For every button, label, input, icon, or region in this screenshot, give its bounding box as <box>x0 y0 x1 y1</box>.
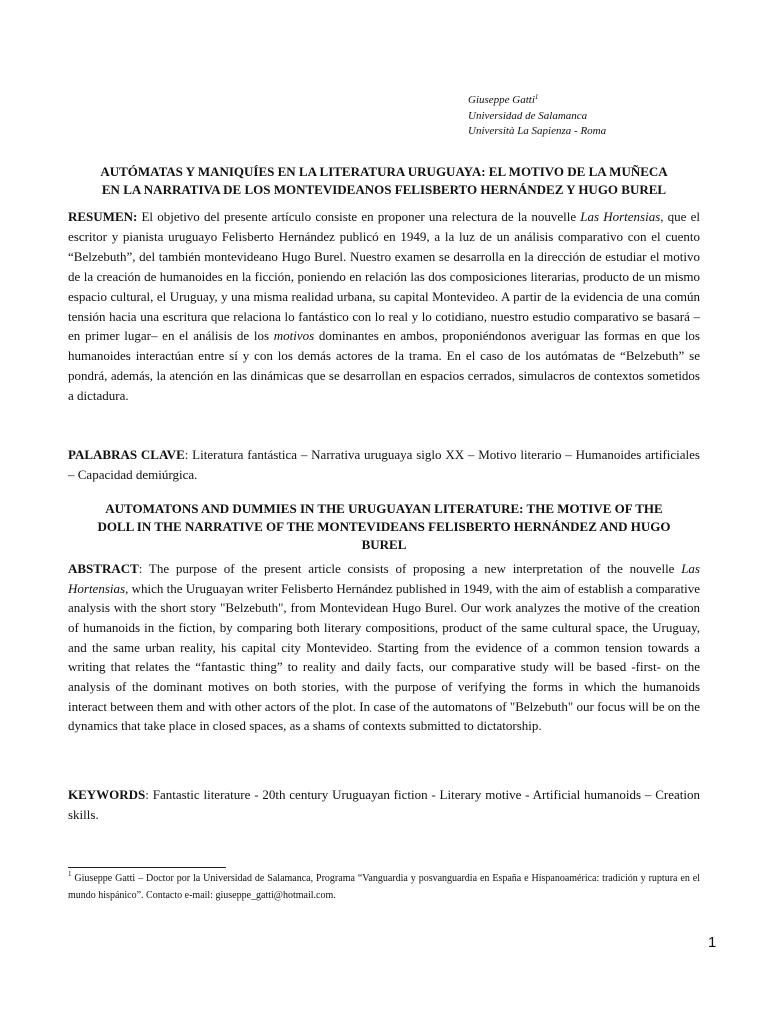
english-title <box>68 500 700 554</box>
english-abstract-text-1: : The purpose of the present article consists of proposing a new interpretation of the nouvelle <box>138 561 682 576</box>
english-keywords-text: : Fantastic literature - 20th century Uruguayan fiction - Literary motive - Artificial humanoids – Creation skills. <box>68 787 700 822</box>
resumen-label: RESUMEN: <box>68 209 138 224</box>
footnote-separator <box>68 867 226 868</box>
page-number: 1 <box>708 934 717 951</box>
english-keywords <box>68 785 700 824</box>
spanish-title <box>68 163 700 199</box>
abstract-label: ABSTRACT <box>68 561 139 576</box>
work-title-italic: Las Hortensias <box>580 209 661 224</box>
palabras-clave-label: PALABRAS CLAVE <box>68 447 185 462</box>
english-abstract-text-2: , which the Uruguayan writer Felisberto Hernández published in 1949, with the aim of establish a comparative analysis with the short story "Belzebuth", from Montevidean Hugo Burel. Our work analyzes the motive of the creation of humanoids in the fiction, by comparing both literary compositions, product of the same cultural space, the Uruguay, and the same urban reality, his capital city Montevideo. Starting from the evidence of a common tension towards a writing that relates the “fantastic thing” to reality and daily facts, our comparative study will be based -first- on the analysis of the dominant motives on both stories, with the purpose of verifying the forms in which the humanoids interact between them and with other actors of the plot. In case of the automatons of "Belzebuth" our focus will be on the dynamics that take place in closed spaces, as a shams of contexts submitted to dictatorship. <box>68 580 700 734</box>
spanish-abstract-text-3: dominantes en ambos, proponiéndonos averiguar las formas en que los humanoides interactúan entre sí y con los demás actores de la trama. En el caso de los autómatas de “Belzebuth” se pondrá, además, la atención en las dinámicas que se desarrollan en espacios cerrados, simulacros de contextos sometidos a dictadura. <box>68 328 700 404</box>
spanish-abstract-text-2: , que el escritor y pianista uruguayo Felisberto Hernández publicó en 1949, a la luz de un análisis comparativo con el cuento “Belzebuth”, del también montevideano Hugo Burel. Nuestro examen se desarrolla en la dirección de estudiar el motivo de la creación de humanoides en la ficción, poniendo en relación las dos composiciones literarias, producto de un mismo espacio cultural, el Uruguay, y una misma realidad urbana, su capital Montevideo. A partir de la evidencia de una común tensión hacia una escritura que relaciona lo fantástico con lo real y lo cotidiano, nuestro estudio comparativo se basará –en primer lugar– en el análisis de los <box>68 209 700 344</box>
motivos-italic: motivos <box>273 328 315 344</box>
english-title-line-3: BUREL <box>361 537 407 552</box>
footnote-marker: 1 <box>68 870 72 878</box>
english-title-line-2: DOLL IN THE NARRATIVE OF THE MONTEVIDEANS FELISBERTO HERNÁNDEZ AND HUGO <box>97 519 671 534</box>
author-line <box>468 93 606 109</box>
spanish-title-line-2: EN LA NARRATIVA DE LOS MONTEVIDEANOS FELISBERTO HERNÁNDEZ Y HUGO BUREL <box>101 182 667 197</box>
keywords-label: KEYWORDS <box>68 787 146 802</box>
affiliation-line-2: Università La Sapienza - Roma <box>468 125 607 137</box>
work-title-italic-en: Las Hortensias <box>68 561 700 596</box>
spanish-title-line-1: AUTÓMATAS Y MANIQUÍES EN LA LITERATURA URUGUAYA: EL MOTIVO DE LA MUÑECA <box>100 164 668 179</box>
footnote-reference[interactable]: 1 <box>534 93 539 101</box>
spanish-abstract <box>68 207 700 406</box>
footnote-text: Giuseppe Gatti – Doctor por la Universidad de Salamanca, Programa “Vanguardia y posvanguardia en España e Hispanoamérica: tradición y ruptura en el mundo hispánico”. Contacto e-mail: giuseppe_gatti@hotmail.com. <box>68 873 700 901</box>
affiliation-line-1: Universidad de Salamanca <box>468 109 588 122</box>
author-affiliation <box>468 93 606 140</box>
author-name: Giuseppe Gatti <box>468 94 535 106</box>
english-abstract <box>68 559 700 736</box>
spanish-abstract-text-1: El objetivo del presente artículo consiste en proponer una relectura de la nouvelle <box>137 209 581 224</box>
spanish-keywords <box>68 445 700 485</box>
spanish-keywords-text: : Literatura fantástica – Narrativa uruguaya siglo XX – Motivo literario – Humanoides artificiales – Capacidad demiúrgica. <box>68 447 700 482</box>
footnote <box>68 870 700 904</box>
english-title-line-1: AUTOMATONS AND DUMMIES IN THE URUGUAYAN LITERATURE: THE MOTIVE OF THE <box>105 501 663 516</box>
